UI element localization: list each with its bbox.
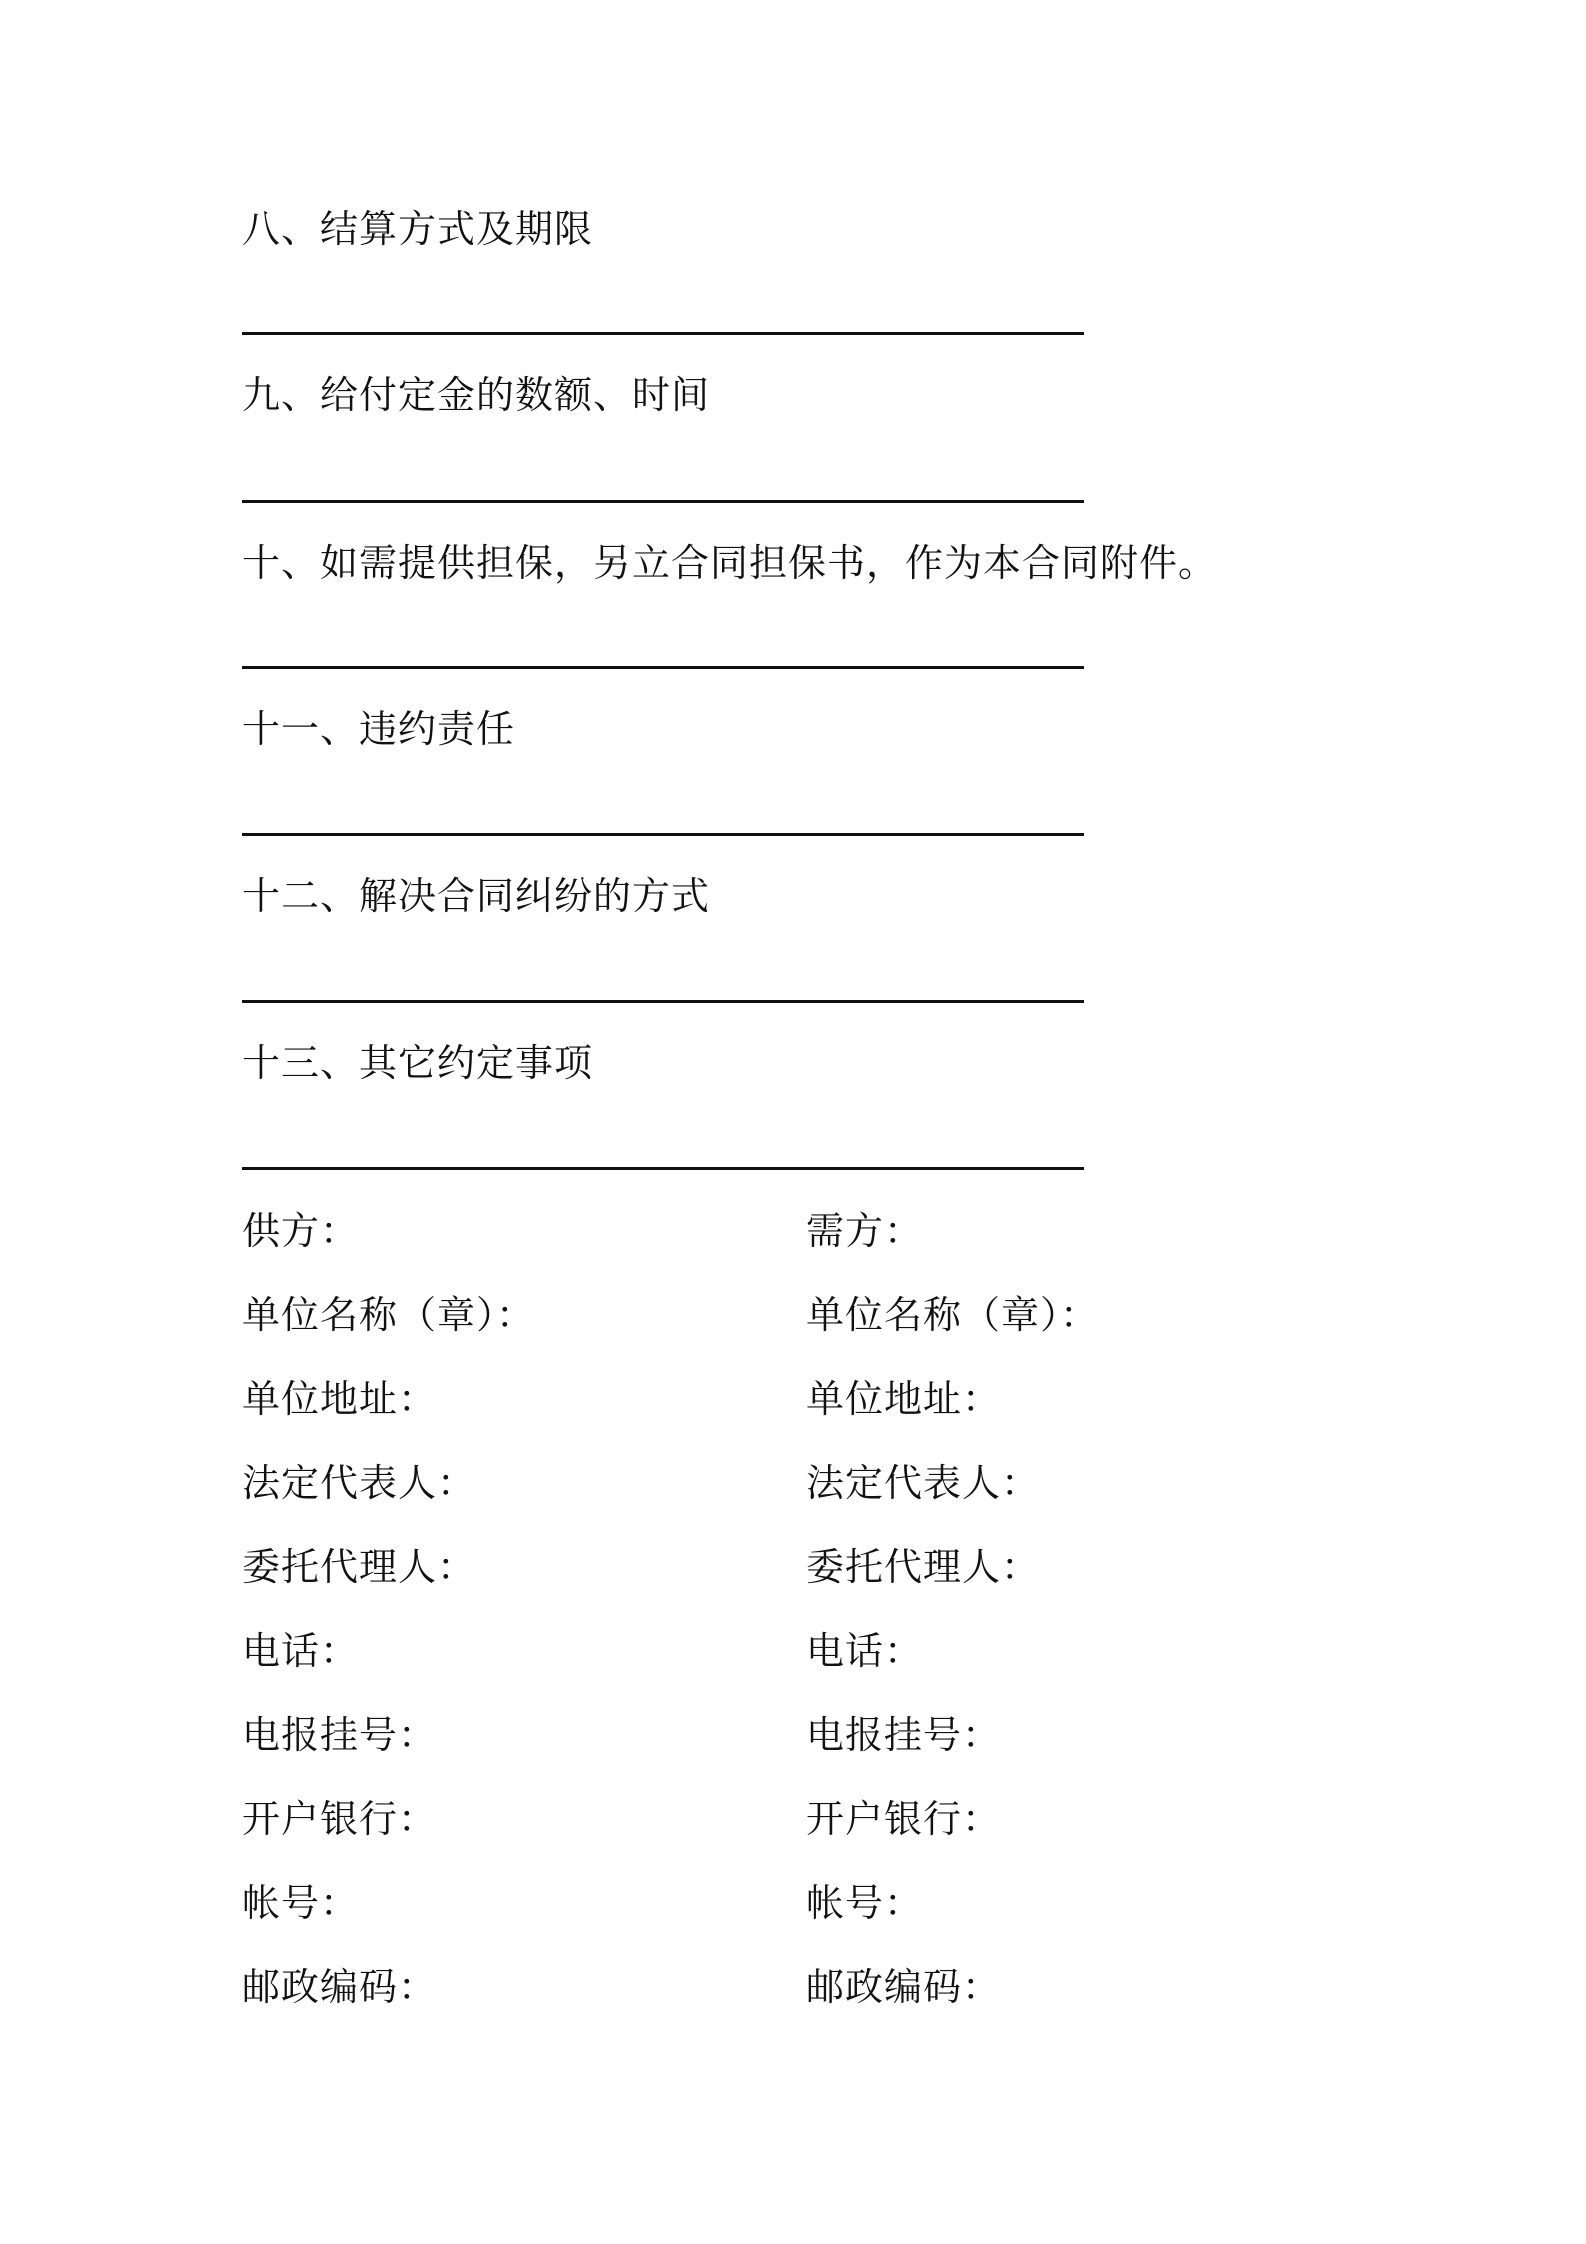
clause-8-title: 八、结算方式及期限 — [242, 207, 594, 251]
buyer-account-label: 帐号： — [806, 1881, 924, 1925]
supplier-heading: 供方： — [242, 1209, 360, 1253]
clause-13-blank-line — [242, 1167, 1084, 1170]
clause-10-blank-line — [242, 666, 1084, 669]
clause-10-title: 十、如需提供担保，另立合同担保书，作为本合同附件。 — [242, 541, 1218, 585]
clause-11-title: 十一、违约责任 — [242, 707, 516, 751]
clause-12-blank-line — [242, 1000, 1084, 1003]
supplier-bank-label: 开户银行： — [242, 1797, 438, 1841]
supplier-legal-rep-label: 法定代表人： — [242, 1461, 477, 1505]
buyer-agent-label: 委托代理人： — [806, 1545, 1041, 1589]
clause-9-blank-line — [242, 500, 1084, 503]
clause-13-title: 十三、其它约定事项 — [242, 1041, 594, 1085]
supplier-agent-label: 委托代理人： — [242, 1545, 477, 1589]
supplier-unit-name-label: 单位名称（章）： — [242, 1293, 536, 1337]
supplier-telegraph-label: 电报挂号： — [242, 1713, 438, 1757]
buyer-unit-address-label: 单位地址： — [806, 1377, 1002, 1421]
supplier-unit-address-label: 单位地址： — [242, 1377, 438, 1421]
supplier-account-label: 帐号： — [242, 1881, 360, 1925]
supplier-phone-label: 电话： — [242, 1629, 360, 1673]
buyer-legal-rep-label: 法定代表人： — [806, 1461, 1041, 1505]
buyer-unit-name-label: 单位名称（章）： — [806, 1293, 1100, 1337]
clause-11-blank-line — [242, 833, 1084, 836]
clause-8-blank-line — [242, 332, 1084, 335]
supplier-postcode-label: 邮政编码： — [242, 1965, 438, 2009]
buyer-postcode-label: 邮政编码： — [806, 1965, 1002, 2009]
buyer-heading: 需方： — [806, 1209, 924, 1253]
buyer-telegraph-label: 电报挂号： — [806, 1713, 1002, 1757]
buyer-phone-label: 电话： — [806, 1629, 924, 1673]
buyer-bank-label: 开户银行： — [806, 1797, 1002, 1841]
clause-12-title: 十二、解决合同纠纷的方式 — [242, 874, 711, 918]
clause-9-title: 九、给付定金的数额、时间 — [242, 373, 711, 417]
